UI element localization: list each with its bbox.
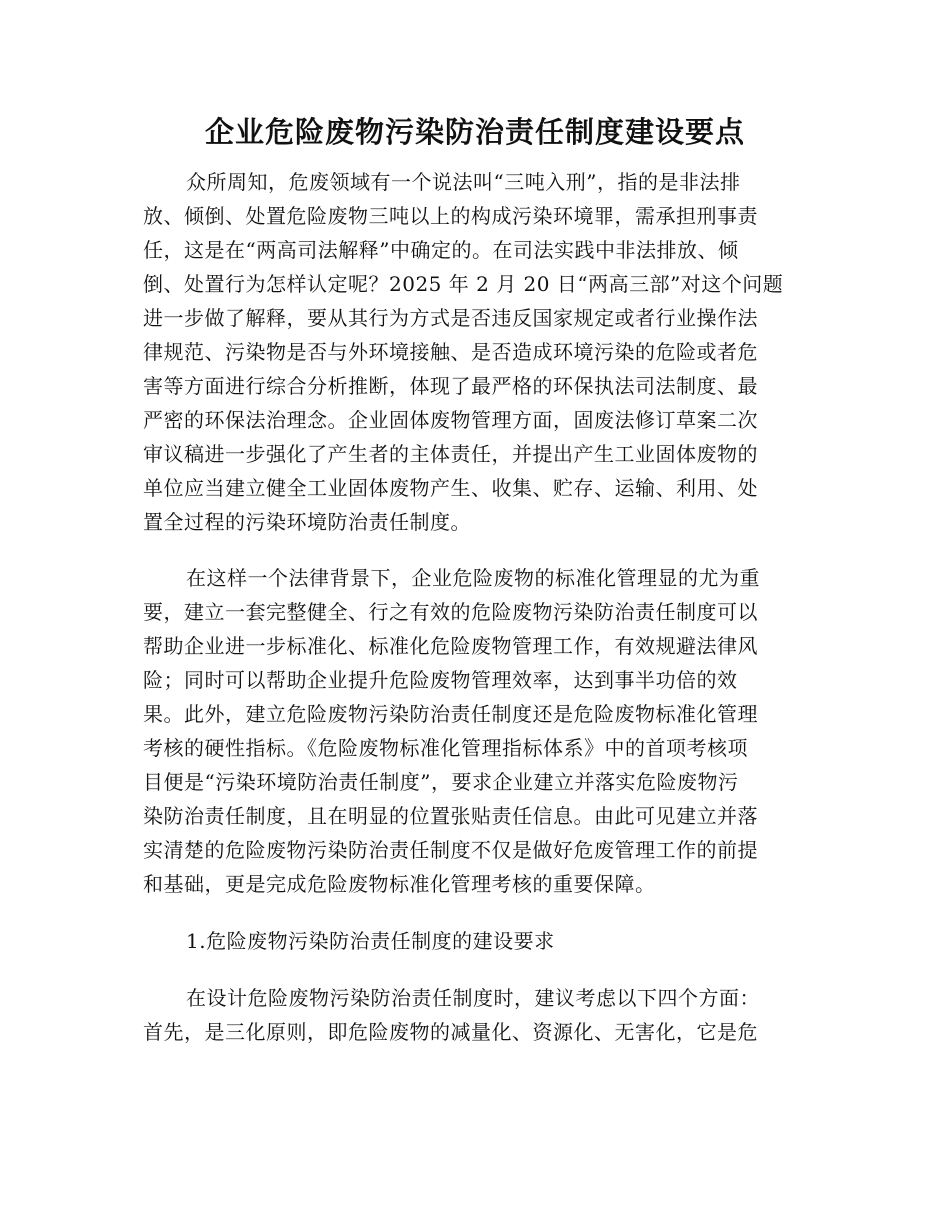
paragraph-2-line: 险；同时可以帮助企业提升危险废物管理效率，达到事半功倍的效 [143, 668, 738, 692]
paragraph-1-line: 众所周知，危废领域有一个说法叫“三吨入刑”，指的是非法排 [186, 170, 741, 194]
paragraph-2-line: 考核的硬性指标。《危险废物标准化管理指标体系》中的首项考核项 [143, 736, 748, 760]
paragraph-1-line: 进一步做了解释，要从其行为方式是否违反国家规定或者行业操作法 [143, 306, 758, 330]
paragraph-1-line: 置全过程的污染环境防治责任制度。 [143, 510, 471, 534]
paragraph-2-line: 目便是“污染环境防治责任制度”，要求企业建立并落实危险废物污 [143, 770, 739, 794]
document-title: 企业危险废物污染防治责任制度建设要点 [204, 115, 745, 149]
paragraph-3-line: 在设计危险废物污染防治责任制度时，建议考虑以下四个方面： [186, 986, 760, 1010]
paragraph-1-line: 律规范、污染物是否与外环境接触、是否造成环境污染的危险或者危 [143, 340, 758, 364]
paragraph-1-line: 任，这是在“两高司法解释”中确定的。在司法实践中非法排放、倾 [143, 238, 739, 262]
section-heading: 1.危险废物污染防治责任制度的建设要求 [186, 929, 555, 953]
paragraph-2-line: 帮助企业进一步标准化、标准化危险废物管理工作，有效规避法律风 [143, 634, 758, 658]
paragraph-1-line: 单位应当建立健全工业固体废物产生、收集、贮存、运输、利用、处 [143, 476, 758, 500]
paragraph-3-line: 首先，是三化原则，即危险废物的减量化、资源化、无害化，它是危 [143, 1020, 758, 1044]
paragraph-1-line: 严密的环保法治理念。企业固体废物管理方面，固废法修订草案二次 [143, 408, 758, 432]
paragraph-2-line: 实清楚的危险废物污染防治责任制度不仅是做好危废管理工作的前提 [143, 838, 758, 862]
paragraph-2-line: 在这样一个法律背景下，企业危险废物的标准化管理显的尤为重 [186, 566, 760, 590]
paragraph-1-line: 审议稿进一步强化了产生者的主体责任，并提出产生工业固体废物的 [143, 442, 758, 466]
paragraph-2-line: 要，建立一套完整健全、行之有效的危险废物污染防治责任制度可以 [143, 600, 758, 624]
paragraph-1-line: 害等方面进行综合分析推断，体现了最严格的环保执法司法制度、最 [143, 374, 758, 398]
paragraph-1-line: 放、倾倒、处置危险废物三吨以上的构成污染环境罪，需承担刑事责 [143, 204, 758, 228]
paragraph-2-line: 和基础，更是完成危险废物标准化管理考核的重要保障。 [143, 872, 656, 896]
paragraph-2-line: 染防治责任制度，且在明显的位置张贴责任信息。由此可见建立并落 [143, 804, 758, 828]
paragraph-2-line: 果。此外，建立危险废物污染防治责任制度还是危险废物标准化管理 [143, 702, 758, 726]
paragraph-1-line: 倒、处置行为怎样认定呢？2025 年 2 月 20 日“两高三部”对这个问题 [143, 272, 784, 296]
